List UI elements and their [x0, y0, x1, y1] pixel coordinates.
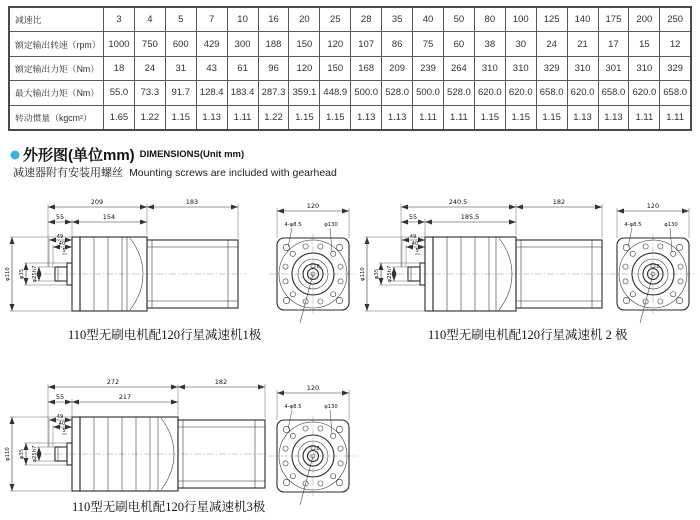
spec-cell: 24	[536, 32, 567, 56]
spec-cell: 10	[227, 7, 258, 32]
spec-cell: 1.13	[351, 105, 382, 130]
spec-cell: 91.7	[165, 81, 196, 105]
dim-bolt-circle: φ130	[324, 404, 338, 410]
table-row	[9, 32, 691, 56]
dimensions	[5, 198, 238, 311]
table-row	[9, 81, 691, 105]
spec-cell: 86	[382, 32, 413, 56]
spec-cell: 7	[196, 7, 227, 32]
dim-dia-shaft: φ25h7	[32, 445, 38, 463]
spec-cell: 150	[289, 32, 320, 56]
spec-cell: 658.0	[598, 81, 629, 105]
flange-face	[609, 234, 697, 314]
table-row	[9, 7, 691, 32]
side-view-stage2	[355, 193, 611, 329]
front-view-stage1	[272, 196, 356, 332]
spec-cell: 128.4	[196, 81, 227, 105]
spec-cell: 120	[289, 56, 320, 80]
motor-outline	[397, 237, 609, 311]
spec-cell: 1.15	[289, 105, 320, 130]
dim-5: 5	[62, 428, 66, 434]
spec-cell: 38	[474, 32, 505, 56]
spec-cell: 1.13	[598, 105, 629, 130]
spec-cell: 239	[413, 56, 444, 80]
section-note	[13, 164, 337, 180]
spec-table	[8, 6, 692, 131]
section-title-en: DIMENSIONS(Unit mm)	[139, 149, 245, 160]
spec-cell: 1.15	[505, 105, 536, 130]
dim-holes: 4-φ8.5	[624, 222, 642, 228]
spec-cell: 61	[227, 56, 258, 80]
spec-cell: 600	[165, 32, 196, 56]
dim-keyway: 8	[656, 264, 660, 270]
spec-cell: 1.11	[629, 105, 660, 130]
spec-cell: 43	[196, 56, 227, 80]
spec-cell: 80	[474, 7, 505, 32]
motor-outline	[44, 417, 268, 491]
spec-cell: 658.0	[660, 81, 691, 105]
dim-dia-flange: φ110	[5, 447, 11, 461]
dim-bolt-circle: φ130	[664, 222, 678, 228]
spec-cell: 1.22	[134, 105, 165, 130]
table-row	[9, 56, 691, 80]
dim-front: 55	[55, 393, 65, 401]
flange-face	[269, 416, 357, 496]
spec-cell: 100	[505, 7, 536, 32]
dim-5: 5	[62, 248, 66, 254]
spec-cell: 12	[660, 32, 691, 56]
spec-cell: 1.15	[320, 105, 351, 130]
front-view-stage3	[272, 378, 356, 514]
row-label: 最大输出力矩（Nm）	[9, 81, 104, 105]
dim-dia-boss: φ35	[374, 268, 380, 280]
spec-cell: 28	[351, 7, 382, 32]
spec-cell: 35	[382, 7, 413, 32]
spec-cell: 3	[104, 7, 135, 32]
spec-cell: 25	[320, 7, 351, 32]
dim-flange-width: 120	[646, 202, 660, 210]
spec-cell: 24	[134, 56, 165, 80]
spec-cell: 125	[536, 7, 567, 32]
spec-cell: 1.15	[165, 105, 196, 130]
spec-cell: 750	[134, 32, 165, 56]
dim-body: 185.5	[460, 213, 480, 221]
spec-cell: 329	[536, 56, 567, 80]
section-note-en: Mounting screws are included with gearhead	[129, 167, 337, 179]
dim-keyway: 8	[316, 446, 320, 452]
dim-dia-shaft: φ25h7	[387, 265, 393, 283]
flange-face	[269, 234, 357, 314]
dim-front: 55	[55, 213, 65, 221]
spec-cell: 16	[258, 7, 289, 32]
caption-stage2: 110型无刷电机配120行星减速机 2 极	[428, 328, 628, 342]
spec-cell: 1.15	[536, 105, 567, 130]
dim-body: 154	[102, 213, 116, 221]
dim-40: 40	[411, 241, 419, 247]
spec-cell: 60	[443, 32, 474, 56]
spec-cell: 500.0	[413, 81, 444, 105]
dim-49: 49	[409, 234, 417, 240]
spec-cell: 21	[567, 32, 598, 56]
section-note-zh: 减速器附有安装用螺丝	[13, 167, 123, 179]
spec-cell: 429	[196, 32, 227, 56]
dim-keyway: 8	[316, 264, 320, 270]
section-title-zh: 外形图(单位mm)	[23, 147, 135, 164]
spec-cell: 75	[413, 32, 444, 56]
spec-cell: 96	[258, 56, 289, 80]
dim-dia-flange: φ110	[5, 267, 11, 281]
spec-cell: 15	[629, 32, 660, 56]
dim-flange-width: 120	[306, 202, 320, 210]
front-view-stage2	[612, 196, 696, 332]
dim-5: 5	[415, 248, 419, 254]
spec-cell: 17	[598, 32, 629, 56]
spec-cell: 1.13	[567, 105, 598, 130]
dim-motor: 182	[552, 198, 566, 206]
dim-overall: 272	[106, 378, 120, 386]
spec-cell: 200	[629, 7, 660, 32]
dim-40: 40	[58, 421, 66, 427]
caption-stage1: 110型无刷电机配120行星减速机1极	[68, 328, 262, 342]
spec-cell: 1.13	[196, 105, 227, 130]
spec-cell: 528.0	[443, 81, 474, 105]
spec-cell: 264	[443, 56, 474, 80]
spec-cell: 55.0	[104, 81, 135, 105]
side-view-stage3	[0, 373, 270, 513]
dim-dia-flange: φ110	[360, 267, 366, 281]
spec-cell: 300	[227, 32, 258, 56]
spec-table-body	[9, 7, 691, 130]
dim-body: 217	[118, 393, 132, 401]
spec-cell: 209	[382, 56, 413, 80]
dimensions	[360, 198, 602, 311]
spec-cell: 1.22	[258, 105, 289, 130]
spec-cell: 359.1	[289, 81, 320, 105]
spec-cell: 107	[351, 32, 382, 56]
caption-stage3: 110型无刷电机配120行星减速机3极	[72, 500, 266, 514]
dim-overall: 240.5	[448, 198, 468, 206]
spec-cell: 1.11	[413, 105, 444, 130]
spec-cell: 140	[567, 7, 598, 32]
spec-cell: 301	[598, 56, 629, 80]
spec-cell: 500.0	[351, 81, 382, 105]
spec-cell: 31	[165, 56, 196, 80]
spec-cell: 310	[567, 56, 598, 80]
dim-dia-shaft: φ25h7	[32, 265, 38, 283]
spec-cell: 620.0	[474, 81, 505, 105]
dim-40: 40	[58, 241, 66, 247]
spec-cell: 1.11	[227, 105, 258, 130]
spec-cell: 250	[660, 7, 691, 32]
row-label: 减速比	[9, 7, 104, 32]
spec-cell: 150	[320, 56, 351, 80]
dim-front: 55	[408, 213, 418, 221]
spec-cell: 329	[660, 56, 691, 80]
spec-cell: 4	[134, 7, 165, 32]
spec-cell: 120	[320, 32, 351, 56]
dim-49: 49	[56, 414, 64, 420]
spec-cell: 658.0	[536, 81, 567, 105]
spec-cell: 1.65	[104, 105, 135, 130]
spec-cell: 287.3	[258, 81, 289, 105]
section-heading	[10, 144, 244, 165]
spec-cell: 1.11	[660, 105, 691, 130]
spec-cell: 310	[505, 56, 536, 80]
dim-49: 49	[56, 234, 64, 240]
spec-cell: 620.0	[505, 81, 536, 105]
dim-holes: 4-φ8.5	[284, 404, 302, 410]
side-view-stage1	[0, 193, 270, 329]
spec-cell: 5	[165, 7, 196, 32]
spec-cell: 1.13	[382, 105, 413, 130]
dimensions	[5, 378, 265, 491]
spec-cell: 448.9	[320, 81, 351, 105]
spec-cell: 1000	[104, 32, 135, 56]
spec-cell: 1.15	[474, 105, 505, 130]
spec-cell: 310	[629, 56, 660, 80]
spec-cell: 528.0	[382, 81, 413, 105]
spec-cell: 175	[598, 7, 629, 32]
spec-cell: 73.3	[134, 81, 165, 105]
dim-dia-boss: φ35	[19, 448, 25, 460]
row-label: 额定输出力矩（Nm）	[9, 56, 104, 80]
dim-holes: 4-φ8.5	[284, 222, 302, 228]
dim-motor: 182	[214, 378, 228, 386]
section-bullet-icon	[10, 150, 20, 160]
spec-cell: 310	[474, 56, 505, 80]
dim-dia-boss: φ35	[19, 268, 25, 280]
spec-cell: 40	[413, 7, 444, 32]
spec-cell: 50	[443, 7, 474, 32]
spec-cell: 168	[351, 56, 382, 80]
dim-bolt-circle: φ130	[324, 222, 338, 228]
row-label: 转动惯量（kgcm²）	[9, 105, 104, 130]
motor-outline	[44, 237, 246, 311]
spec-cell: 188	[258, 32, 289, 56]
dim-motor: 183	[185, 198, 199, 206]
spec-cell: 30	[505, 32, 536, 56]
spec-cell: 620.0	[629, 81, 660, 105]
dim-overall: 209	[90, 198, 104, 206]
spec-cell: 20	[289, 7, 320, 32]
spec-cell: 620.0	[567, 81, 598, 105]
spec-cell: 18	[104, 56, 135, 80]
spec-cell: 1.11	[443, 105, 474, 130]
dim-flange-width: 120	[306, 384, 320, 392]
table-row	[9, 105, 691, 130]
spec-cell: 183.4	[227, 81, 258, 105]
row-label: 额定输出转速（rpm）	[9, 32, 104, 56]
